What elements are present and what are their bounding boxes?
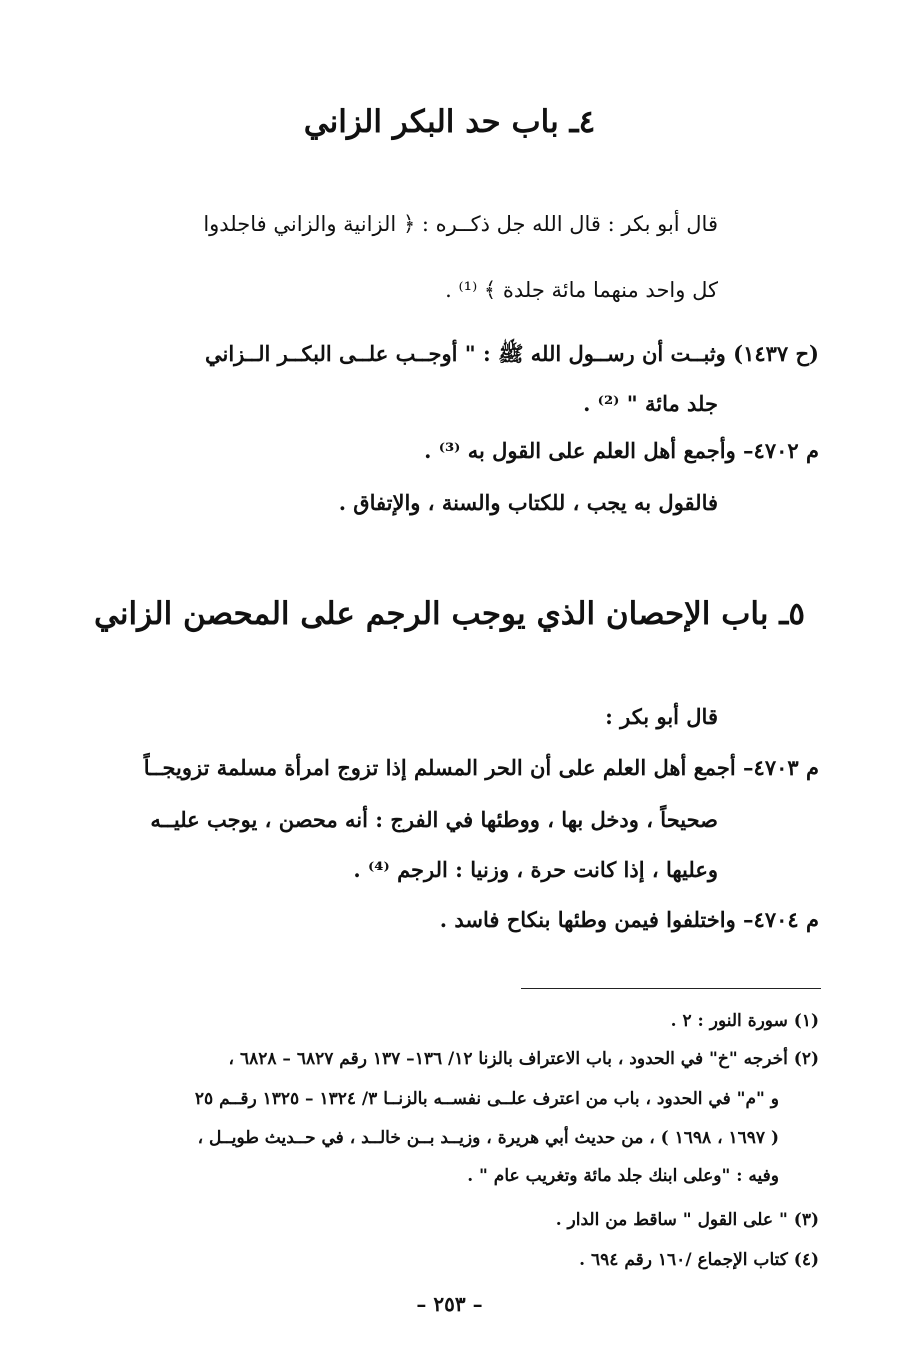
s4-quote-line-2: كل واحد منهما مائة جلدة ﴾ ⁽¹⁾ . [445, 278, 718, 302]
s5-ijma-line-2: صحيحاً ، ودخل بها ، ووطئها في الفرج : أنه محصن ، يوجب عليــه [150, 807, 718, 832]
s5-opening-line: قال أبو بكر : [605, 704, 718, 729]
s4-ijma-line: م ٤٧٠٢– وأجمع أهل العلم على القول به ⁽³⁾ . [424, 438, 819, 463]
section-5-heading: ٥ـ باب الإحصان الذي يوجب الرجم على المحصن الزاني [94, 596, 805, 632]
s4-quote-line-1: قال أبو بكر : قال الله جل ذكــره : ﴿ الزانية والزاني فاجلدوا [203, 212, 718, 236]
footnote-2-line-1: (٢) أخرجه "خ" في الحدود ، باب الاعتراف بالزنا ١٢/ ١٣٦– ١٣٧ رقم ٦٨٢٧ – ٦٨٢٨ ، [228, 1049, 819, 1069]
footnote-2-line-4: وفيه : "وعلى ابنك جلد مائة وتغريب عام " . [467, 1166, 779, 1186]
footnote-3: (٣) " على القول " ساقط من الدار . [555, 1210, 819, 1230]
s4-conclusion-line: فالقول به يجب ، للكتاب والسنة ، والإتفاق . [338, 490, 718, 515]
footnote-2-line-2: و "م" في الحدود ، باب من اعترف علــى نفســه بالزنــا ٣/ ١٣٢٤ – ١٣٢٥ رقــم ٢٥ [194, 1089, 779, 1109]
s4-hadith-line-1: (ح ١٤٣٧) وثبــت أن رســول الله ﷺ : " أوجــب علــى البكــر الــزاني [205, 341, 819, 366]
s4-hadith-line-2: جلد مائة " ⁽²⁾ . [583, 391, 718, 416]
section-4-heading: ٤ـ باب حد البكر الزاني [303, 104, 596, 140]
s5-ijma-line-1: م ٤٧٠٣– أجمع أهل العلم على أن الحر المسلم إذا تزوج امرأة مسلمة تزويجــاً [143, 755, 819, 780]
footnote-separator [521, 988, 821, 989]
s5-disagreement-line: م ٤٧٠٤– واختلفوا فيمن وطئها بنكاح فاسد . [439, 907, 819, 932]
footnote-4: (٤) كتاب الإجماع /١٦٠ رقم ٦٩٤ . [579, 1250, 819, 1270]
page-number: – ٢٥٣ – [416, 1292, 483, 1316]
footnote-1: (١) سورة النور : ٢ . [670, 1011, 819, 1031]
s5-ijma-line-3: وعليها ، إذا كانت حرة ، وزنيا : الرجم ⁽⁴⁾ . [353, 857, 718, 882]
footnote-2-line-3: ( ١٦٩٧ ، ١٦٩٨ ) ، من حديث أبي هريرة ، وزيــد بــن خالــد ، في حــديث طويــل ، [197, 1128, 779, 1148]
